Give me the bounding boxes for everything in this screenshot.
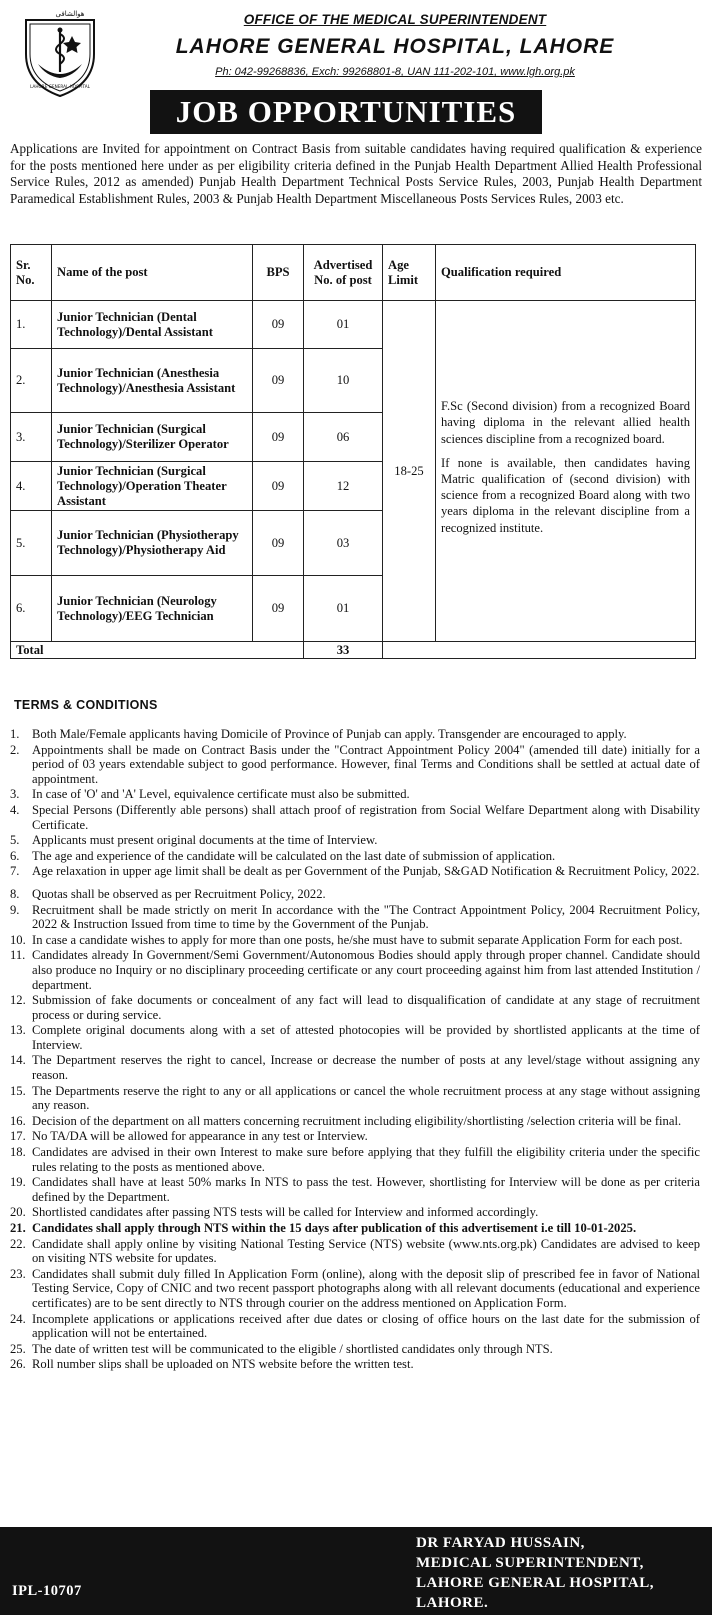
term-text: The Departments reserve the right to any or all applications or cancel the whole recruitment process at any stage without assigning any reason. [32,1083,700,1113]
term-number: 24. [10,1311,26,1326]
list-item [10,903,700,932]
row-post-name: Junior Technician (Dental Technology)/Dental Assistant [52,301,253,349]
term-number: 22. [10,1236,26,1251]
term-text: Quotas shall be observed as per Recruitment Policy, 2022. [32,886,326,901]
term-text: Both Male/Female applicants having Domicile of Province of Punjab can apply. Transgender are encouraged to apply. [32,727,627,741]
term-text: Recruitment shall be made strictly on merit In accordance with the "The Contract Appointment Policy, 2004 Recruitment Policy, 2022 & Instruction Issued from time to time by the Government of the Punjab. [32,902,700,932]
term-text: Age relaxation in upper age limit shall be dealt as per Government of the Punjab, S&GAD Notification & Recruitment Policy, 2022. [32,864,700,879]
term-number: 6. [10,848,20,863]
row-sr: 3. [11,413,52,462]
list-item [10,948,700,992]
term-number: 18. [10,1145,26,1160]
list-item [10,1221,700,1236]
list-item [10,887,700,902]
row-post-name: Junior Technician (Surgical Technology)/Sterilizer Operator [52,413,253,462]
row-post-name: Junior Technician (Surgical Technology)/Operation Theater Assistant [52,462,253,511]
signatory-block [416,1533,654,1613]
intro-paragraph: Applications are Invited for appointment on Contract Basis from suitable candidates having required qualification & experience for the posts mentioned here under as per eligibility criteria defined in the Punjab Health Department Allied Health Professional Service Rules, 2012 as amended) Punjab Health Department Technical Posts Service Rules, 2003, Punjab Health Department Paramedical Establishment Rules, 2003 & Punjab Health Department Miscellaneous Posts Services Rules, 2003 etc. [10,141,702,206]
header-qualification: Qualification required [436,245,696,301]
row-sr: 4. [11,462,52,511]
row-posts: 06 [304,413,383,462]
term-text: Appointments shall be made on Contract Basis under the "Contract Appointment Policy 2004" (amended till date) initially for a period of 03 years extendable subject to good performance. However, final Terms and Conditions shall be settled at actual date of appointment. [32,742,700,786]
term-text: Candidates shall have at least 50% marks In NTS to pass the test. However, shortlisting for Interview will be done as per criteria defined by the Department. [32,1175,700,1204]
term-number: 5. [10,833,20,848]
total-value: 33 [304,642,383,659]
term-text: Incomplete applications or applications received after due dates or closing of office hours on the last date for the submission of application will not be entertained. [32,1311,700,1341]
term-number: 9. [10,902,20,917]
term-text: Special Persons (Differently able persons) shall attach proof of registration from Social Welfare Department along with Disability Certificate. [32,802,700,832]
row-bps: 09 [253,349,304,413]
header-age-limit: Age Limit [383,245,436,301]
footer-bar [0,1527,712,1615]
list-item [10,1267,700,1311]
list-item [10,1023,700,1052]
total-empty [383,642,696,659]
term-number: 1. [10,727,20,741]
term-number: 17. [10,1129,26,1144]
row-posts: 03 [304,511,383,576]
list-item [10,1312,700,1341]
term-number: 3. [10,787,20,802]
term-text: Shortlisted candidates after passing NTS tests will be called for Interview and informed accordingly. [32,1205,539,1220]
term-text: Candidates shall submit duly filled In Application Form (online), along with the deposit slip of prescribed fee in favor of National Testing Service, Copy of CNIC and two recent passport photographs along with all relevant documents (educational and experience certificates) are to be sent directly to NTS through courier on the address mentioned on Application Form. [32,1266,700,1310]
term-number: 4. [10,802,20,817]
office-title: OFFICE OF THE MEDICAL SUPERINTENDENT [243,12,547,27]
logo-top-text: ھوالشافی [55,10,85,18]
logo-bottom-text: LAHORE GENERAL HOSPITAL [30,84,90,89]
term-number: 19. [10,1175,26,1190]
term-number: 15. [10,1083,26,1098]
job-opportunities-banner: JOB OPPORTUNITIES [150,90,542,134]
term-text: Roll number slips shall be uploaded on NTS website before the written test. [32,1357,414,1372]
row-sr: 1. [11,301,52,349]
term-text: Applicants must present original documents at the time of Interview. [32,833,378,848]
row-sr: 5. [11,511,52,576]
row-post-name: Junior Technician (Physiotherapy Technology)/Physiotherapy Aid [52,511,253,576]
list-item [10,1175,700,1204]
signatory-name: DR FARYAD HUSSAIN, [416,1535,585,1551]
row-posts: 01 [304,576,383,642]
term-number: 16. [10,1113,26,1128]
term-text: The date of written test will be communicated to the eligible / shortlisted candidates only through NTS. [32,1341,553,1356]
term-number: 10. [10,932,26,947]
term-text: In case a candidate wishes to apply for more than one posts, he/she must have to submit separate Application Form for each post. [32,932,683,947]
list-item [10,1129,700,1144]
term-text: No TA/DA will be allowed for appearance in any test or Interview. [32,1129,368,1144]
term-number: 11. [10,948,26,963]
age-limit-cell: 18-25 [383,301,436,642]
list-item [10,1084,700,1113]
term-text: Submission of fake documents or concealment of any fact will lead to disqualification of candidate at any stage of recruitment process or during service. [32,993,700,1022]
term-number: 8. [10,886,20,901]
header-advertised: Advertised No. of post [304,245,383,301]
list-item [10,1342,700,1357]
header-post-name: Name of the post [52,245,253,301]
list-item [10,787,700,802]
term-number: 20. [10,1205,26,1220]
list-item [10,1357,700,1372]
list-item [10,993,700,1022]
list-item [10,743,700,787]
row-bps: 09 [253,576,304,642]
total-label: Total [11,642,304,659]
ipl-number: IPL-10707 [12,1583,82,1599]
term-number: 23. [10,1266,26,1281]
term-text: Decision of the department on all matters concerning recruitment including eligibility/shortlisting /selection criteria will be final. [32,1113,682,1128]
term-number: 21. [10,1221,26,1235]
terms-list [10,727,700,1373]
term-text: The age and experience of the candidate will be calculated on the last date of submission of application. [32,848,556,863]
qualification-alternate: If none is available, then candidates having Matric qualification of (second division) with science from a recognized Board along with two years diploma in the relevant discipline from a recognized institute. [441,455,690,535]
list-item [10,1053,700,1082]
term-text: In case of 'O' and 'A' Level, equivalence certificate must also be submitted. [32,787,410,802]
row-posts: 12 [304,462,383,511]
signatory-title: MEDICAL SUPERINTENDENT, [416,1555,644,1571]
hospital-name: LAHORE GENERAL HOSPITAL, LAHORE [175,35,615,58]
row-bps: 09 [253,462,304,511]
row-sr: 2. [11,349,52,413]
table-row [11,301,696,349]
row-bps: 09 [253,413,304,462]
list-item [10,1114,700,1129]
term-text: The Department reserves the right to cancel, Increase or decrease the number of posts at any level/stage without assigning any reason. [32,1053,700,1083]
qualification-cell [436,301,696,642]
header-bps: BPS [253,245,304,301]
list-item [10,833,700,848]
term-number: 14. [10,1053,26,1068]
term-text: Candidates already In Government/Semi Government/Autonomous Bodies should apply through proper channel. Candidate should also produce no Inquiry or no disciplinary proceeding certificate or any court proceeding against him from last attended Institution / department. [32,948,700,992]
contact-line: Ph: 042-99268836, Exch: 99268801-8, UAN 111-202-101, www.lgh.org.pk [215,66,575,78]
row-posts: 10 [304,349,383,413]
row-post-name: Junior Technician (Anesthesia Technology)/Anesthesia Assistant [52,349,253,413]
signatory-city: LAHORE. [416,1595,489,1611]
term-number: 25. [10,1341,26,1356]
list-item [10,1205,700,1220]
list-item [10,1145,700,1174]
term-number: 12. [10,993,26,1008]
posts-table [10,244,696,659]
row-bps: 09 [253,301,304,349]
list-item [10,1237,700,1266]
term-text: Candidate shall apply online by visiting National Testing Service (NTS) website (www.nts.org.pk) Candidates are advised to keep on visiting NTS website for updates. [32,1236,700,1266]
lgh-emblem-icon [18,6,102,98]
row-bps: 09 [253,511,304,576]
term-number: 7. [10,864,20,879]
term-text: Candidates shall apply through NTS within the 15 days after publication of this advertisement i.e till 10-01-2025. [32,1221,637,1235]
term-number: 26. [10,1357,26,1372]
list-item [10,864,700,879]
row-posts: 01 [304,301,383,349]
list-item [10,803,700,832]
table-total-row [11,642,696,659]
row-sr: 6. [11,576,52,642]
term-text: Candidates are advised in their own Interest to make sure before applying that they fulfill the eligibility criteria under the specific rules relating to the posts as mentioned above. [32,1145,700,1174]
list-item [10,849,700,864]
term-text: Complete original documents along with a set of attested photocopies will be provided by shortlisted applicants at the time of Interview. [32,1023,700,1052]
signatory-hospital: LAHORE GENERAL HOSPITAL, [416,1575,655,1591]
qualification-primary: F.Sc (Second division) from a recognized Board having diploma in the relevant allied health sciences discipline from a recognized board. [441,399,690,446]
list-item [10,933,700,948]
term-number: 13. [10,1023,26,1038]
table-header-row [11,245,696,301]
row-post-name: Junior Technician (Neurology Technology)/EEG Technician [52,576,253,642]
term-number: 2. [10,742,20,757]
header-sr: Sr. No. [11,245,52,301]
terms-title: TERMS & CONDITIONS [14,698,158,712]
list-item [10,727,700,742]
